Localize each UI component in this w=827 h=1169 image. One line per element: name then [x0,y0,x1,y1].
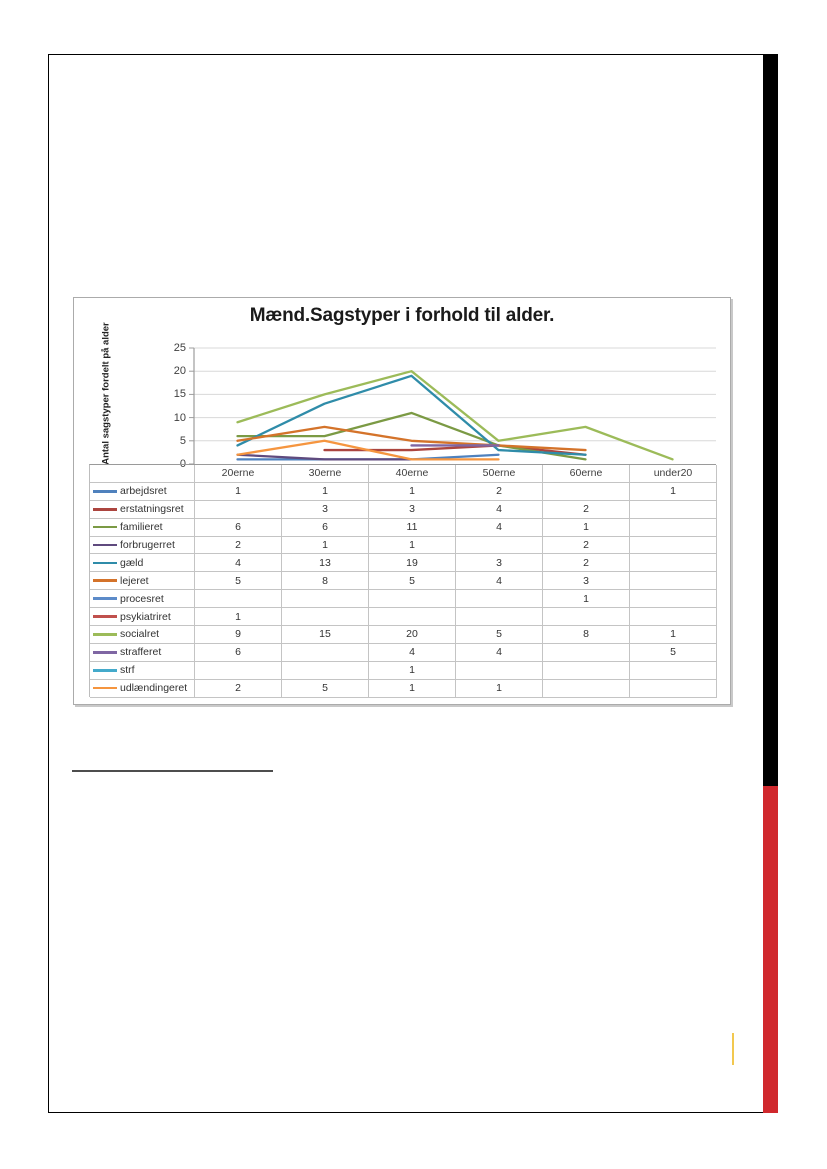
legend-cell [90,590,195,608]
value-cell: 1 [282,537,369,555]
value-cell: 1 [369,662,456,680]
value-cell [282,644,369,662]
value-cell: 1 [369,483,456,501]
legend-label: procesret [120,592,164,605]
value-cell: 2 [456,483,543,501]
value-cell [630,608,717,626]
legend-cell [90,680,195,698]
value-cell [630,554,717,572]
value-cell [630,680,717,698]
series-line-gæld [238,376,586,455]
value-cell: 4 [456,501,543,519]
value-cell: 6 [195,519,282,537]
value-cell: 6 [195,644,282,662]
value-cell: 15 [282,626,369,644]
legend-cell [90,572,195,590]
value-cell: 1 [543,519,630,537]
legend-swatch [93,651,117,654]
value-cell: 1 [195,483,282,501]
column-header-cell: 30erne [282,465,369,483]
chart-panel [73,297,731,705]
right-margin-black-bar [763,54,778,786]
value-cell: 1 [369,537,456,555]
legend-swatch [93,508,117,511]
value-cell [456,608,543,626]
legend-swatch [93,526,117,529]
value-cell: 5 [369,572,456,590]
legend-label: forbrugerret [120,539,175,551]
legend-label: familieret [120,521,163,534]
value-cell [543,644,630,662]
value-cell [456,590,543,608]
table-corner-cell [90,465,195,483]
value-cell [456,662,543,680]
value-cell [630,537,717,555]
legend-cell [90,501,195,519]
y-tick-label: 10 [173,411,186,424]
value-cell [282,608,369,626]
value-cell: 4 [456,572,543,590]
y-tick-label: 15 [173,388,186,401]
legend-cell [90,644,195,662]
value-cell: 2 [543,501,630,519]
value-cell [282,590,369,608]
value-cell: 4 [369,644,456,662]
value-cell [543,680,630,698]
value-cell [456,537,543,555]
value-cell: 2 [195,680,282,698]
legend-label: arbejdsret [120,485,167,498]
margin-highlight-tick [732,1033,734,1065]
line-chart-plot [188,344,716,464]
legend-swatch [93,490,117,493]
value-cell [543,608,630,626]
footnote-separator-rule [72,770,273,772]
value-cell [195,662,282,680]
legend-cell [90,662,195,680]
value-cell: 2 [543,537,630,555]
value-cell: 3 [282,501,369,519]
legend-label: strafferet [120,646,162,659]
y-tick-label: 20 [173,365,186,378]
value-cell: 4 [456,519,543,537]
value-cell: 13 [282,554,369,572]
column-header-cell: 40erne [369,465,456,483]
value-cell: 1 [456,680,543,698]
value-cell: 1 [543,590,630,608]
value-cell [543,483,630,501]
legend-label: gæld [120,556,144,569]
legend-swatch [93,633,117,636]
value-cell: 1 [630,626,717,644]
legend-swatch [93,687,117,690]
column-header-cell: 20erne [195,465,282,483]
column-header-cell: 50erne [456,465,543,483]
legend-cell [90,519,195,537]
value-cell: 5 [282,680,369,698]
value-cell [195,590,282,608]
value-cell [369,608,456,626]
legend-cell [90,626,195,644]
legend-label: psykiatriret [120,610,171,623]
y-axis-title: Antal sagstyper fordelt på alder [100,322,112,465]
column-header-cell: 60erne [543,465,630,483]
legend-swatch [93,562,117,565]
value-cell: 5 [195,572,282,590]
legend-label: socialret [120,628,160,641]
value-cell: 3 [456,554,543,572]
value-cell [195,501,282,519]
legend-swatch [93,597,117,600]
value-cell: 2 [543,554,630,572]
value-cell [543,662,630,680]
legend-label: erstatningsret [120,503,184,516]
value-cell [630,572,717,590]
legend-swatch [93,669,117,672]
value-cell: 1 [282,483,369,501]
value-cell: 6 [282,519,369,537]
value-cell: 4 [456,644,543,662]
chart-data-table [89,464,716,697]
value-cell: 4 [195,554,282,572]
value-cell: 1 [630,483,717,501]
right-margin-red-bar [763,786,778,1113]
value-cell: 2 [195,537,282,555]
chart-title: Mænd.Sagstyper i forhold til alder. [249,305,555,326]
value-cell: 3 [369,501,456,519]
value-cell [630,590,717,608]
y-tick-label: 0 [179,458,186,470]
value-cell [282,662,369,680]
legend-swatch [93,579,117,582]
y-tick-label: 5 [179,434,186,447]
value-cell: 1 [369,680,456,698]
legend-cell [90,537,195,555]
legend-cell [90,554,195,572]
legend-swatch [93,615,117,618]
value-cell [630,501,717,519]
value-cell: 11 [369,519,456,537]
legend-cell [90,608,195,626]
y-tick-label: 25 [173,342,186,354]
value-cell: 5 [630,644,717,662]
value-cell [630,519,717,537]
value-cell: 8 [282,572,369,590]
value-cell [369,590,456,608]
value-cell: 1 [195,608,282,626]
legend-label: udlændingeret [120,682,188,695]
legend-swatch [93,544,117,547]
value-cell: 8 [543,626,630,644]
value-cell: 3 [543,572,630,590]
legend-cell [90,483,195,501]
column-header-cell: under20 [630,465,717,483]
legend-label: strf [120,664,135,677]
value-cell: 5 [456,626,543,644]
value-cell: 20 [369,626,456,644]
value-cell: 19 [369,554,456,572]
value-cell [630,662,717,680]
legend-label: lejeret [120,574,149,587]
value-cell: 9 [195,626,282,644]
